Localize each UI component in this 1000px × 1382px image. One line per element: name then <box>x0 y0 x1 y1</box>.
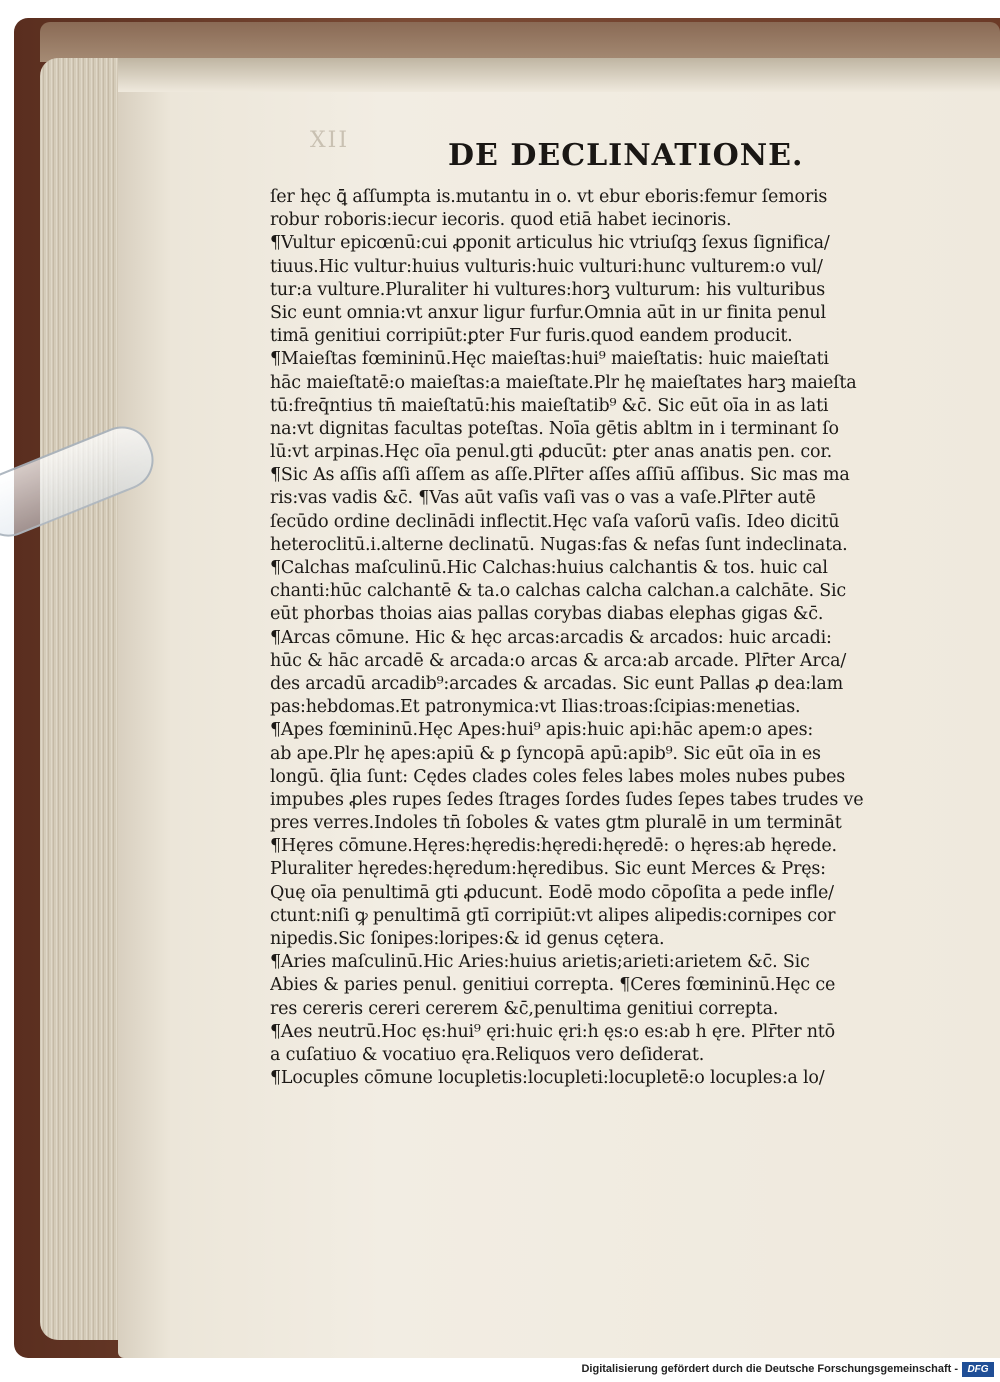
dfg-logo: DFG <box>962 1362 994 1377</box>
text-line: impubes ꝓles rupes ſedes ſtrages ſordes ſudes ſepes tabes trudes ve <box>270 789 864 810</box>
funding-credit: Digitalisierung gefördert durch die Deutsche Forschungsgemeinschaft - <box>581 1363 958 1375</box>
text-line: ſer hęc ꝗ̄ aſſumpta is.mutantu in o. vt ebur eboris:femur ſemoris <box>270 187 828 207</box>
text-line: a cuſatiuo & vocatiuo ęra.Reliquos vero deſiderat. <box>270 1044 705 1065</box>
text-line: ris:vas vadis &c̄. ¶Vas aūt vaſis vaſi vas o vas a vaſe.Plr̄ter autē <box>270 488 816 509</box>
text-line: ¶Apes fœmininū.Hęc Apes:hui⁹ apis:huic api:hāc apem:o apes: <box>270 720 814 741</box>
show-through-folio: XII <box>310 128 350 153</box>
text-line: res cereris cereri cererem &c̄,penultima genitiui correpta. <box>270 998 779 1019</box>
text-line: tiuus.Hic vultur:huius vulturis:huic vulturi:hunc vulturem:o vul/ <box>270 256 823 277</box>
text-line: Abies & paries penul. genitiui correpta. ¶Ceres fœmininū.Hęc ce <box>270 975 836 996</box>
text-line: ¶Aes neutrū.Hoc ęs:hui⁹ ęri:huic ęri:h̄ ęs:o es:ab h̄ ęre. Plr̄ter ntō <box>270 1021 835 1042</box>
text-line: ¶Vultur epicœnū:cui ꝓponit articulus hic vtriuſqꝫ ſexus ſignifica/ <box>270 233 830 254</box>
text-line: tur:a vulture.Pluraliter hi vultures:horꝫ vulturum: his vulturibus <box>270 279 826 300</box>
text-line: Quę oīa penultimā gti ꝓducunt. Eodē modo cōpoſita a pede infle/ <box>270 882 834 903</box>
text-line: ab ape.Plr hę apes:apiū & ꝑ ſyncopā apū:apib⁹. Sic eūt oīa in es <box>270 743 821 764</box>
text-line: eūt phorbas thoias aias pallas corybas diabas elephas gigas &c̄. <box>270 604 824 625</box>
text-line: pres verres.Indoles tn̄ ſoboles & vates gt̄m pluralē in um termināt <box>270 813 842 834</box>
page-stack-edge <box>40 58 130 1340</box>
text-line: tū:freq̄ntius tn̄ maieſtatū:his maieſtatib⁹ &c̄. Sic eūt oīa in as lati <box>270 395 829 416</box>
page-top-shadow <box>118 58 1000 92</box>
text-line: hāc maieſtatē:o maieſtas:a maieſtate.Plr hę maieſtates harꝫ maieſta <box>270 372 857 393</box>
text-line: ¶Sic As aſſis aſſi aſſem as aſſe.Plr̄ter aſſes aſſiū aſſibus. Sic mas ma <box>270 465 850 486</box>
text-line: ¶Maieſtas fœmininū.Hęc maieſtas:hui⁹ maieſtatis: huic maieſtati <box>270 349 829 370</box>
text-line: des arcadū arcadib⁹:arcades & arcadas. Sic eunt Pallas ꝓ dea:lam <box>270 673 844 694</box>
text-line: Pluraliter hęredes:hęredum:hęredibus. Sic eunt Merces & Pręs: <box>270 859 826 880</box>
text-line: ¶Arcas cōmune. Hic & hęc arcas:arcadis & arcados: huic arcadi: <box>270 627 832 648</box>
running-head: DE DECLINATIONE. <box>448 138 804 173</box>
text-line: longū. q̄lia ſunt: Cędes clades coles feles labes moles nubes pubes <box>270 766 846 787</box>
text-line: ſecūdo ordine declinādi inflectit.Hęc vaſa vaſorū vaſis. Ideo dicitū <box>270 511 840 532</box>
text-block <box>270 186 910 1090</box>
text-line: heteroclitū.i.alterne declinatū. Nugas:fas & nefas ſunt indeclinata. <box>270 534 848 555</box>
book-cover-top-edge <box>40 22 1000 62</box>
text-line: lū:vt arpinas.Hęc oīa penul.gti ꝓducūt: ꝑter anas anatis pen. cor. <box>270 442 832 463</box>
text-line: ¶Calchas maſculinū.Hic Calchas:huius calchantis & tos. huic cal <box>270 558 828 578</box>
text-line: ¶Hęres cōmune.Hęres:hęredis:hęredi:hęredē: o hęres:ab hęrede. <box>270 836 837 857</box>
text-line: hūc & hāc arcadē & arcada:o arcas & arca:ab arcade. Plr̄ter Arca/ <box>270 650 847 671</box>
text-line: nipedis.Sic ſonipes:loripes:& id genus cętera. <box>270 929 665 949</box>
text-line: robur roboris:iecur iecoris. quod etiā habet iecinoris. <box>270 210 732 231</box>
text-line: pas:hebdomas.Et patronymica:vt Ilias:troas:ſcipias:menetias. <box>270 697 801 718</box>
text-line: ctunt:niſi ꝙ penultimā gtī corripiūt:vt alipes alipedis:cornipes cor <box>270 905 836 926</box>
text-line: ¶Locuples cōmune locupletis:locupleti:locupletē:o locuples:a lo/ <box>270 1068 825 1089</box>
text-line: chanti:hūc calchantē & ta.o calchas calcha calchan.a calchāte. Sic <box>270 581 847 602</box>
text-line: na:vt dignitas facultas poteſtas. Noīa gētis ablt̄m in i terminant ſo <box>270 418 839 439</box>
text-line: timā genitiui corripiūt:ꝑter Fur furis.quod eandem producit. <box>270 326 793 347</box>
text-line: ¶Aries maſculinū.Hic Aries:huius arietis;arieti:arietem &c̄. Sic <box>270 952 810 973</box>
text-line: Sic eunt omnia:vt anxur ligur furfur.Omnia aūt in ur finita penul <box>270 302 826 323</box>
footer-bar <box>0 1358 1000 1382</box>
